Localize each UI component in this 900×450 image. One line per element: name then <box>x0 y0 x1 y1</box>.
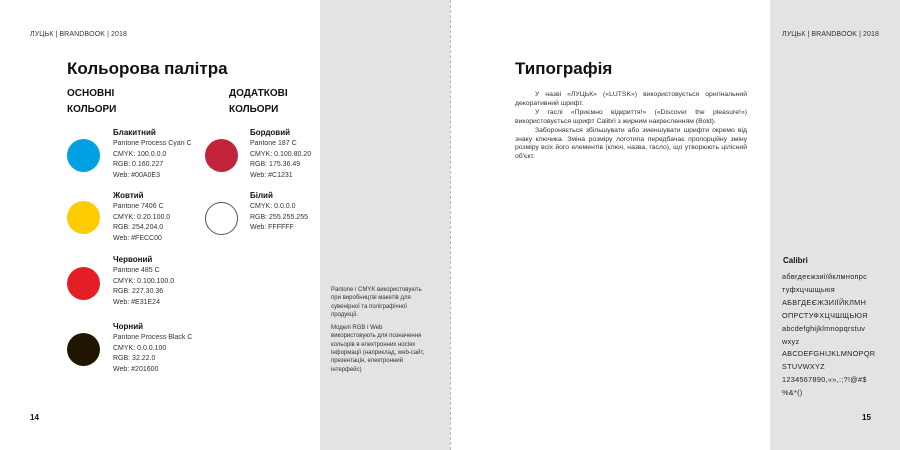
right-page-header: ЛУЦЬК | BRANDBOOK | 2018 <box>782 31 880 38</box>
secondary-colors-heading: ДОДАТКОВІ КОЛЬОРИ <box>229 88 288 115</box>
swatch-white <box>205 202 238 235</box>
swatch-burgundy <box>205 139 238 172</box>
swatch-black <box>67 333 100 366</box>
color-info-blue: Блакитний Pantone Process Cyan C CMYK: 100.0.0.0 RGB: 0.160.227 Web: #00A0E3 <box>113 128 192 180</box>
page-title-typography: Типографія <box>515 59 613 78</box>
primary-colors-heading: ОСНОВНІ КОЛЬОРИ <box>67 88 117 115</box>
color-info-red: Червоний Pantone 485 C CMYK: 0.100.100.0 RGB: 227.30.36 Web: #E31E24 <box>113 255 175 307</box>
page-number-left: 14 <box>30 413 39 422</box>
swatch-red <box>67 267 100 300</box>
page-title-color-palette: Кольорова палітра <box>67 59 228 78</box>
page-number-right: 15 <box>862 413 871 422</box>
font-glyph-sample: абвгдеєжзиіїйклмнопрс туфхцчшщьюя АБВГДЕЄЖЗИІЇЙКЛМН ОПРСТУФХЦЧШЩЬЮЯ abcdefghijklmnopqrstuv wxyz ABCDEFGHIJKLMNOPQR STUVWXYZ 1234567890,«»,:;?!@#$ %&*() <box>782 272 876 398</box>
color-info-black: Чорний Pantone Process Black C CMYK: 0.0.0.100 RGB: 32.22.0 Web: #201600 <box>113 322 193 374</box>
left-page-header: ЛУЦЬК | BRANDBOOK | 2018 <box>30 31 128 38</box>
swatch-yellow <box>67 201 100 234</box>
swatch-blue <box>67 139 100 172</box>
typography-description: У назві «ЛУЦЬК» («LUTSK») використовується оригінальний декоративний шрифт. У гаслі «Приємно відкриття!» («Discover the pleasure!») використовується шрифт Calibri з жирним накресленням (Bold). Забороняється збільшувати або зменшувати шрифти окремо від знаку ключика. Зміна розміру логотипа передбачає пропорційну зміну розміру всіх його елементів (ключ, назва, гасло), що утворюють цілісний об'єкт. <box>515 91 747 161</box>
color-info-burgundy: Бордовий Pantone 187 C CMYK: 0.100.80.20 RGB: 175.36.49 Web: #C1231 <box>250 128 312 180</box>
color-info-white: Білий CMYK: 0.0.0.0 RGB: 255.255.255 Web: FFFFFF <box>250 191 308 232</box>
color-info-yellow: Жовтий Pantone 7406 C CMYK: 0.20.100.0 RGB: 254.204.0 Web: #FECC00 <box>113 191 171 243</box>
page-fold-divider <box>450 0 451 450</box>
left-gray-band <box>320 0 450 450</box>
color-models-note: Pantone і CMYK використовують при виробництві макетів для сувенірної та поліграфічної продукції. Моделі RGB і Web використовують для позначення кольорів в електронних носіях інформації (наприклад, web-сайт, презентація, електронний інтерфейс) <box>331 287 425 373</box>
font-name-label: Calibri <box>783 256 808 265</box>
